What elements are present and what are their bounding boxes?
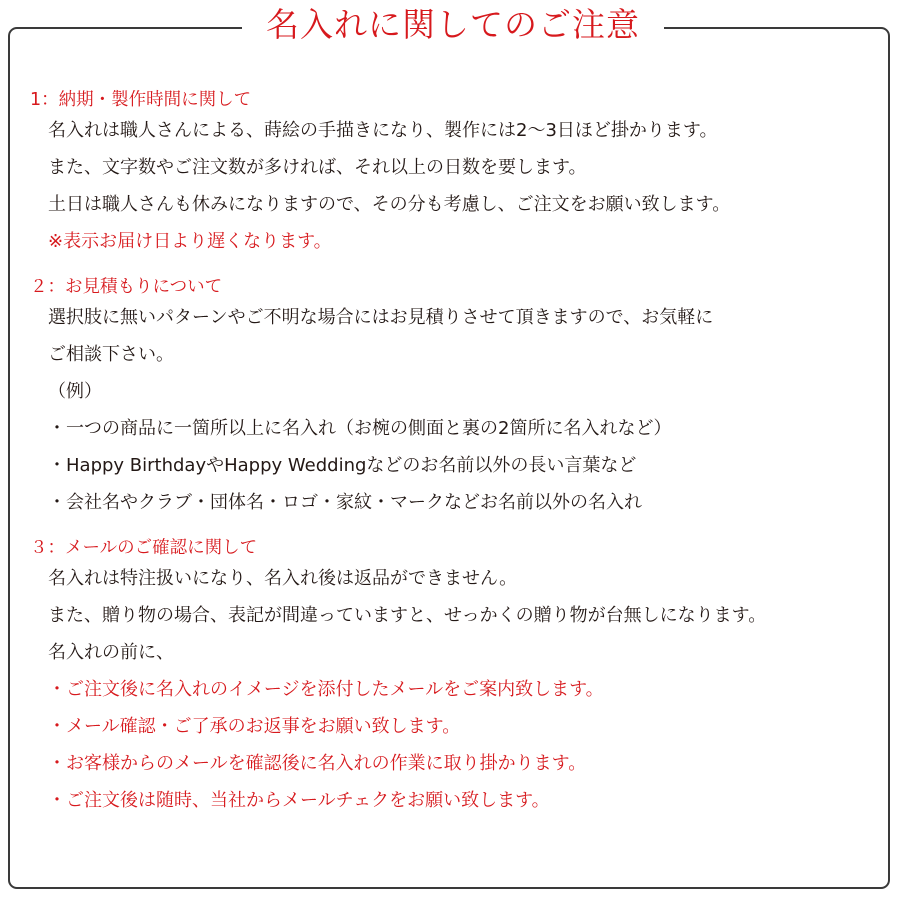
procedure-item: ・ご注文後は随時、当社からメールチェクをお願い致します。: [48, 790, 550, 811]
section-line-notice: ※表示お届け日より遅くなります。: [48, 231, 332, 252]
example-item: ・一つの商品に一箇所以上に名入れ（お椀の側面と裏の2箇所に名入れなど）: [48, 418, 672, 439]
section-line: また、贈り物の場合、表記が間違っていますと、せっかくの贈り物が台無しになります。: [48, 605, 767, 626]
section-line: （例）: [48, 381, 102, 402]
procedure-item: ・ご注文後に名入れのイメージを添付したメールをご案内致します。: [48, 679, 604, 700]
section-delivery: [30, 88, 870, 255]
procedure-item: ・メール確認・ご了承のお返事をお願い致します。: [48, 716, 461, 737]
example-item: ・Happy BirthdayやHappy Weddingなどのお名前以外の長い言葉など: [48, 455, 637, 476]
page-title: 名入れに関してのご注意: [242, 0, 664, 50]
example-item: ・会社名やクラブ・団体名・ロゴ・家紋・マークなどお名前以外の名入れ: [48, 492, 642, 513]
section-line: 土日は職人さんも休みになりますので、その分も考慮し、ご注文をお願い致します。: [48, 194, 731, 215]
section-line: 名入れの前に、: [48, 642, 174, 663]
section-heading: ２：お見積もりについて: [30, 277, 223, 297]
notice-content: [30, 88, 870, 834]
section-line: 選択肢に無いパターンやご不明な場合にはお見積りさせて頂きますので、お気軽に: [48, 307, 714, 328]
section-mail-confirmation: [30, 536, 870, 814]
title-bar: [0, 0, 900, 52]
section-line: また、文字数やご注文数が多ければ、それ以上の日数を要します。: [48, 157, 587, 178]
section-line: ご相談下さい。: [48, 344, 174, 365]
section-line: 名入れは特注扱いになり、名入れ後は返品ができません。: [48, 568, 518, 589]
section-heading: 1：納期・製作時間に関して: [30, 90, 252, 110]
section-line: 名入れは職人さんによる、蒔絵の手描きになり、製作には2〜3日ほど掛かります。: [48, 120, 718, 141]
section-estimate: [30, 275, 870, 516]
section-heading: ３：メールのご確認に関して: [30, 538, 258, 558]
procedure-item: ・お客様からのメールを確認後に名入れの作業に取り掛かります。: [48, 753, 587, 774]
